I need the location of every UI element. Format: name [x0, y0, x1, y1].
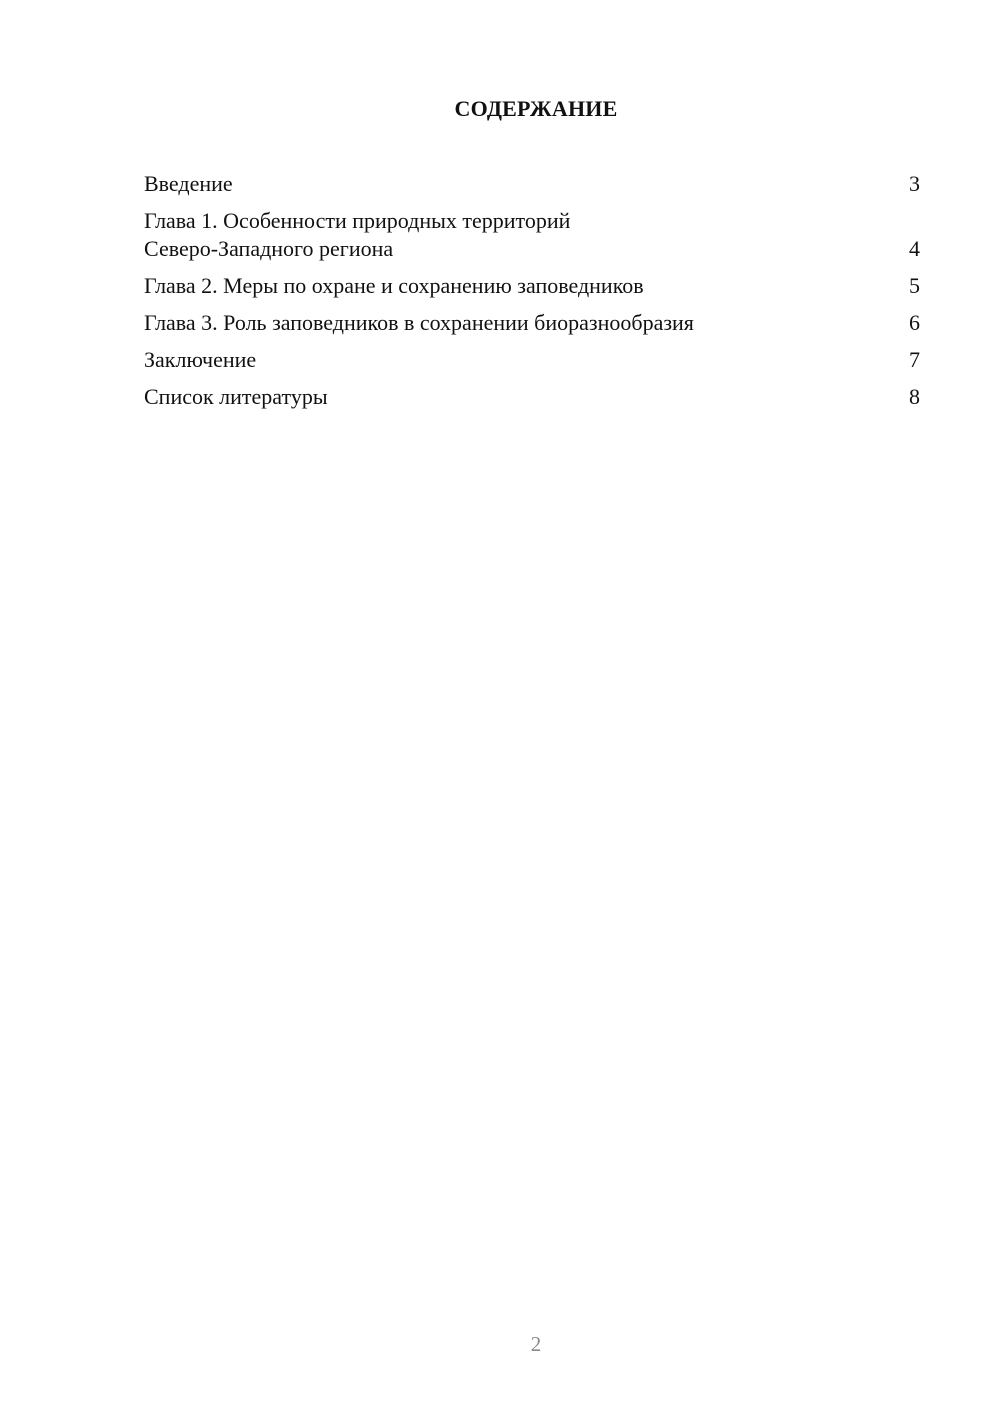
- toc-item-line: Глава 3. Роль заповедников в сохранении биоразнообразия: [144, 310, 694, 335]
- toc-item-line: Северо-Западного региона: [144, 236, 394, 261]
- toc-item-page: 4: [909, 236, 920, 261]
- toc-item-line: Заключение: [144, 347, 257, 372]
- toc-item-text: [144, 383, 328, 411]
- toc-item-page: 3: [909, 171, 920, 196]
- page-number: 2: [530, 1332, 542, 1356]
- toc-item-page: 7: [909, 347, 920, 372]
- toc-item-introduction: [144, 170, 920, 198]
- toc-item-line: Введение: [144, 171, 233, 196]
- toc-item-line: Глава 2. Меры по охране и сохранению заповедников: [144, 273, 644, 298]
- toc-item-references: [144, 383, 920, 411]
- toc-item-text: [144, 170, 233, 198]
- toc-item-text: [144, 207, 570, 263]
- toc-item-text: [144, 346, 256, 374]
- toc-item-chapter-3: [144, 309, 920, 337]
- toc-item-text: [144, 309, 694, 337]
- toc-item-page: 6: [909, 310, 920, 335]
- toc-item-page: 5: [909, 273, 920, 298]
- table-of-contents: [144, 170, 920, 420]
- toc-item-line: Список литературы: [144, 384, 328, 409]
- toc-item-conclusion: [144, 346, 920, 374]
- toc-title: СОДЕРЖАНИЕ: [454, 96, 618, 121]
- toc-item-page: 8: [909, 384, 920, 409]
- toc-item-text: [144, 272, 644, 300]
- toc-item-chapter-1: [144, 207, 920, 263]
- toc-item-line: Глава 1. Особенности природных территорий: [144, 208, 571, 233]
- toc-item-chapter-2: [144, 272, 920, 300]
